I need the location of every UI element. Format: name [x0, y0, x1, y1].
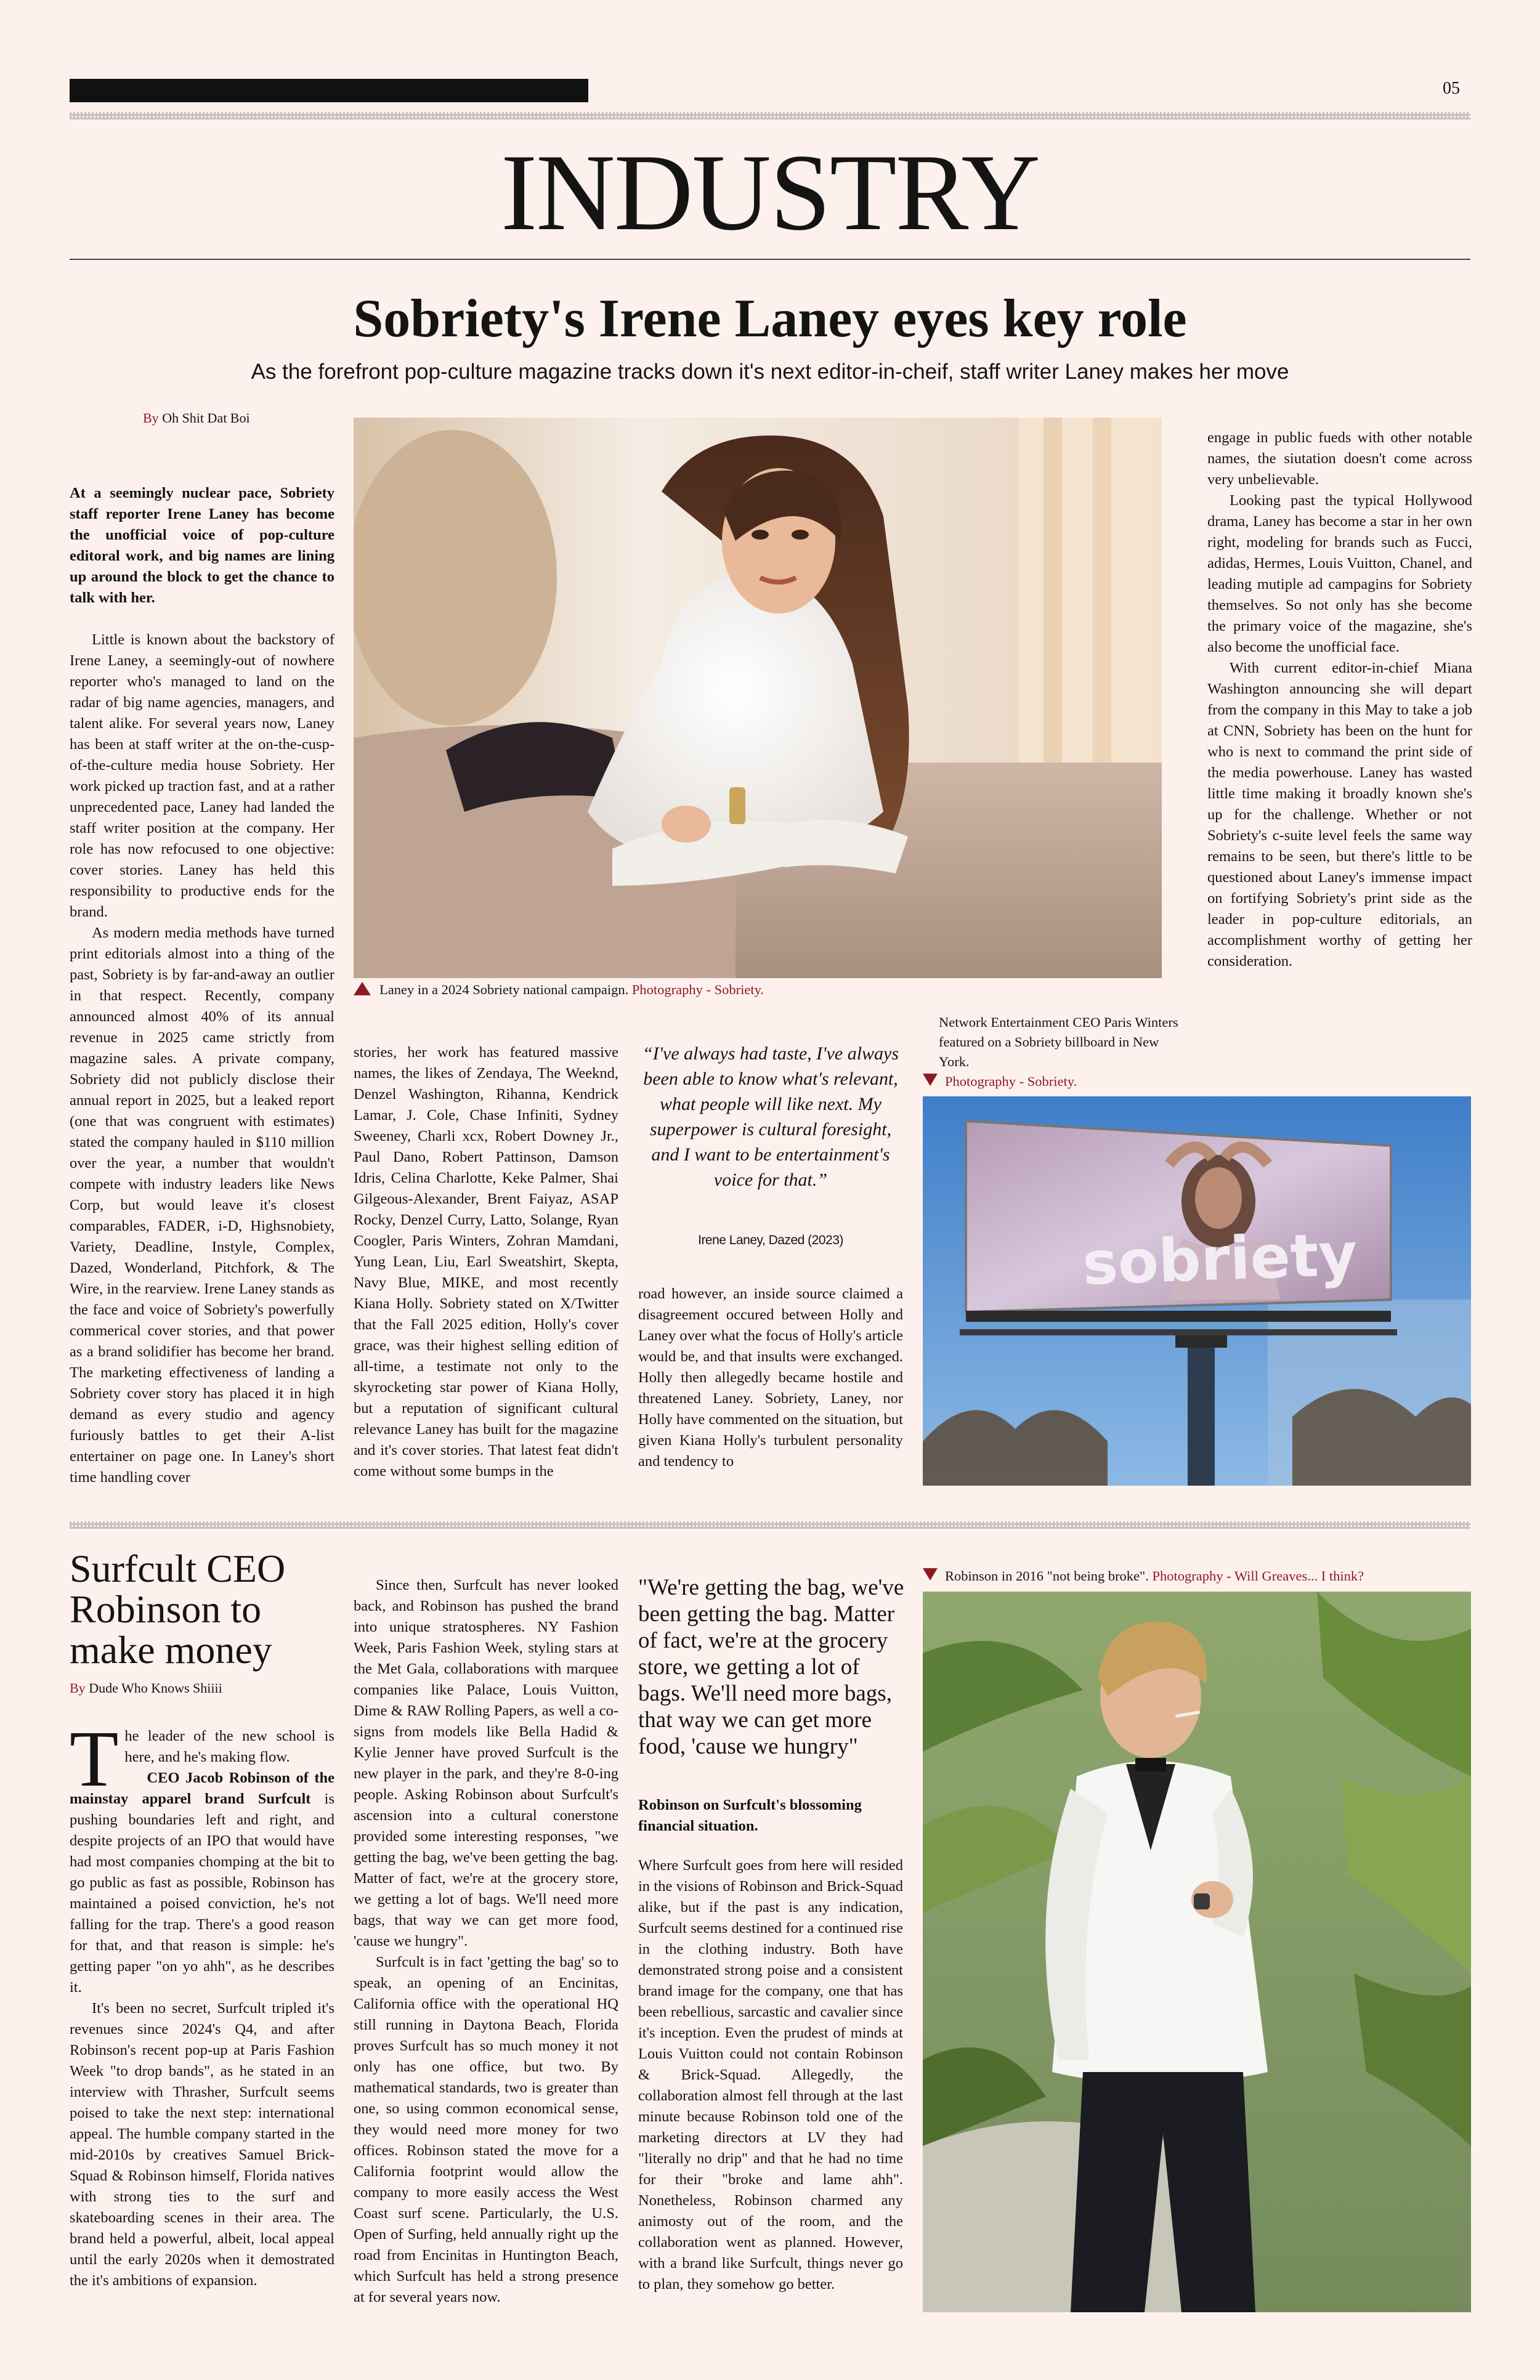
- article2-author: Dude Who Knows Shiiii: [89, 1680, 222, 1696]
- photo3-caption: Robinson in 2016 "not being broke". Photography - Will Greaves... I think?: [923, 1567, 1471, 1585]
- article1-paragraph: road however, an inside source claimed a disagreement occured between Holly and Laney over what the focus of Holly's article would be, and that insults were exchanged. Holly then allegedly became hostile and threatened Laney. Sobriety, Laney, nor Holly have commented on the situation, but given Kiana Holly's turbulent personality and tendency to: [638, 1285, 903, 1470]
- article1-quote: “I've always had taste, I've always been able to know what's relevant, what people will like next. My superpower is cultural foresight, and I want to be entertainment's voice for that.”: [642, 1043, 899, 1190]
- photo2-credit: Photography - Sobriety.: [945, 1074, 1077, 1089]
- article2-headline: Surfcult CEO Robinson to make money: [70, 1547, 286, 1672]
- article1-paragraph: With current editor-in-chief Miana Washington announcing she will depart from the company in this May to take a job at CNN, Sobriety has been on the hunt for who is next to command the print side of the media powerhouse. Laney has wasted little time making it broadly known she's up for the challenge. Whether or not Sobriety's c-suite level feels the same way remains to be seen, but there's little to be questioned about Laney's immense impact on fortifying Sobriety's print side as the leader in pop-culture editorials, an accomplishment worthy of getting her consideration.: [1207, 660, 1472, 969]
- article1-paragraph: engage in public fueds with other notable names, the siutation doesn't come across very unbelievable.: [1207, 429, 1472, 488]
- robinson-photo-illustration: [923, 1592, 1471, 2312]
- article2-paragraph: Since then, Surfcult has never looked back, and Robinson has pushed the brand into unique stratospheres. NY Fashion Week, Paris Fashion Week, styling stars at the Met Gala, collaborations with marquee companies like Palace, Louis Vuitton, Dime & RAW Rolling Papers, as well a co-signs from models like Bella Hadid & Kylie Jenner have proved Surfcult is the new player in the park, and they're 8-0-ing people. Asking Robinson about Surfcult's ascension into a cultural conerstone provided some interesting responses, "we getting the bag, we've been getting the bag. Matter of fact, we're at the grocery store, we getting a lot of bags. We'll need more bags, that way we can get more food, 'cause we hungry".: [354, 1577, 618, 1949]
- laney-campaign-photo: [354, 418, 1162, 978]
- article-divider: [70, 1521, 1470, 1529]
- photo1-credit: Photography - Sobriety.: [631, 982, 764, 997]
- article1-byline: By Oh Shit Dat Boi: [143, 410, 250, 426]
- article1-column-2: [354, 1042, 618, 1482]
- article2-column-2: [354, 1575, 618, 2308]
- article1-author: Oh Shit Dat Boi: [162, 410, 250, 426]
- billboard-illustration: [923, 1096, 1471, 1486]
- caption-arrow-icon: [354, 982, 371, 995]
- article1-column-3: [638, 1284, 903, 1472]
- article2-paragraph: CEO Jacob Robinson of the mainstay apparel brand Surfcult is pushing boundaries left and right, and despite projects of an IPO that would have had most companies chomping at the bit to go public as fast as possible, Robinson has maintained a poised conviction, he's not falling for the trap. There's a good reason for that, and that reason is simple: he's getting paper "on yo ahh", as he describes it.: [70, 1770, 334, 1996]
- article2-paragraph: Where Surfcult goes from here will resided in the visions of Robinson and Brick-Squad alike, but if the past is any indication, Surfcult seems destined for a continued rise in the clothing industry. Both have demonstrated strong poise and a consistent brand image for the company, one that has been rebellious, sarcastic and cavalier since it's inception. Even the prudest of minds at Louis Vuitton could not contain Robinson & Brick-Squad. Allegedly, the collaboration almost fell through at the last minute because Robinson told one of the marketing directors at LV they had "literally no drip" and that he had no time for their "broke and lame ahh". Nonetheless, Robinson charmed any animosty out of the room, and the collaboration went as planned. However, with a brand like Surfcult, things never go to plan, they somehow go better.: [638, 1857, 903, 2293]
- article1-column-1: [70, 483, 334, 1488]
- article2-pullquote: "We're getting the bag, we've been getting the bag. Matter of fact, we're at the grocery store, we getting a lot of bags. We'll need more bags, that way we can get more food, 'cause we hungry": [638, 1575, 904, 1759]
- article2-byline: By Dude Who Knows Shiiii: [70, 1680, 222, 1696]
- dropcap: T: [70, 1715, 119, 1803]
- article1-lead: At a seemingly nuclear pace, Sobriety staff reporter Irene Laney has become the unofficial voice of pop-culture editoral work, and big names are lining up around the block to get the chance to talk with her.: [70, 485, 334, 606]
- masthead-bar: [70, 79, 588, 102]
- section-title: INDUSTRY: [500, 131, 1040, 253]
- caption-arrow-icon: [923, 1568, 938, 1581]
- article2-paragraph: Surfcult is in fact 'getting the bag' so to speak, an opening of an Encinitas, California office with the operational HQ still running in Daytona Beach, Florida proves Surfcult has so much money it not only has one office, but two. By mathematical standards, two is greater than one, so using common economical sense, they would need more money for two offices. Robinson stated the move for a California footprint would allow the company to more easily access the West Coast surf scene. Particularly, the U.S. Open of Surfing, held annually right up the road from Encinitas in Huntington Beach, which Surfcult has held a strong presence at for several years now.: [354, 1954, 618, 2305]
- page-number: 05: [1443, 79, 1460, 98]
- article1-subheadline: As the forefront pop-culture magazine tracks down it's next editor-in-cheif, staff writer Laney makes her move: [251, 360, 1289, 384]
- robinson-photo: [923, 1592, 1471, 2312]
- article1-column-4: [1207, 427, 1472, 972]
- article1-paragraph: Looking past the typical Hollywood drama, Laney has become a star in her own right, modeling for brands such as Fucci, adidas, Hermes, Louis Vuitton, Chanel, and leading mutiple ad campagins for Sobriety themselves. So not only has she become the primary voice of the magazine, she's also become the unofficial face.: [1207, 492, 1472, 655]
- article1-paragraph: stories, her work has featured massive names, the likes of Zendaya, The Weeknd, Denzel Washington, Rihanna, Kendrick Lamar, J. Cole, Chase Infiniti, Sydney Sweeney, Charli xcx, Robert Downey Jr., Paul Dano, Robert Pattinson, Damson Idris, Celina Charlotte, Keke Palmer, Shai Gilgeous-Alexander, Brent Faiyaz, ASAP Rocky, Denzel Curry, Latto, Solange, Ryan Coogler, Paris Winters, Zohran Mamdani, Yung Lean, Liu, Earl Sweatshirt, Skepta, Navy Blue, MIKE, and most recently Kiana Holly. Sobriety stated on X/Twitter that the Fall 2025 edition, Holly's cover grace, was their highest selling edition of all-time, a testimate not only to the skyrocketing star power of Kiana Holly, but a reputation of significant cultural relevance Laney has built for the magazine and it's cover stories. That latest feat didn't come without some bumps in the: [354, 1044, 618, 1479]
- article1-paragraph: Little is known about the backstory of Irene Laney, a seemingly-out of nowhere reporter who's managed to land on the radar of big name agencies, managers, and talent alike. For several years now, Laney has been at staff writer at the on-the-cusp-of-the-culture media house Sobriety. Her work picked up traction fast, and at a rather unprecedented pace, Laney had landed the staff writer position at the company. Her role has now refocused to one objective: cover stories. Laney has held this responsibility to productive ends for the brand.: [70, 631, 334, 920]
- photo2-caption: Network Entertainment CEO Paris Winters featured on a Sobriety billboard in New York. Photography - Sobriety.: [923, 1013, 1181, 1091]
- section-rule: [70, 259, 1470, 260]
- billboard-text: sobriety: [1081, 1220, 1358, 1298]
- article2-column-3: [638, 1855, 903, 2295]
- photo1-caption: Laney in a 2024 Sobriety national campaign. Photography - Sobriety.: [354, 981, 764, 999]
- billboard-photo: [923, 1096, 1471, 1486]
- article2-subhead: Robinson on Surfcult's blossoming financial situation.: [638, 1797, 862, 1834]
- laney-photo-illustration: [354, 418, 1162, 978]
- photo3-credit: Photography - Will Greaves... I think?: [1152, 1568, 1364, 1584]
- article2-paragraph: The leader of the new school is here, and he's making flow.: [70, 1715, 334, 1803]
- caption-arrow-icon: [923, 1074, 938, 1086]
- article1-headline: Sobriety's Irene Laney eyes key role: [353, 289, 1187, 349]
- article1-quote-attribution: Irene Laney, Dazed (2023): [698, 1233, 843, 1247]
- article1-paragraph: As modern media methods have turned print editorials almost into a thing of the past, Sobriety is by far-and-away an outlier in that respect. Recently, company announced almost 40% of its annual revenue in 2025 came strictly from magazine sales. A private company, Sobriety did not publicly disclose their annual report in 2025, but a leaked report (one that was congruent with estimates) stated the company hauled in $110 million over the year, a number that wouldn't compete with industry leaders like News Corp, but would leave it's closest comparables, FADER, i-D, Highsnobiety, Variety, Deadline, Instyle, Complex, Dazed, Wonderland, Pitchfork, & The Wire, in the rearview. Irene Laney stands as the face and voice of Sobriety's powerfully commerical cover stories, and that power as a brand solidifier has become her brand. The marketing effectiveness of landing a Sobriety cover story has placed it in high demand as every studio and agency furiously battles to get their A-list entertainer on page one. In Laney's short time handling cover: [70, 925, 334, 1486]
- article2-paragraph: It's been no secret, Surfcult tripled it's revenues since 2024's Q4, and after Robinson's recent pop-up at Paris Fashion Week "to drop bands", as he stated in an interview with Thrasher, Surfcult seems poised to take the next step: international appeal. The humble company started in the mid-2010s by creatives Samuel Brick-Squad & Robinson himself, Florida natives with strong ties to the surf and skateboarding scenes in their area. The brand held a powerful, albeit, local appeal until the early 2020s when it demostrated the it's ambitions of expansion.: [70, 2000, 334, 2289]
- masthead-rule: [70, 112, 1470, 119]
- article2-column-1: [70, 1715, 334, 2291]
